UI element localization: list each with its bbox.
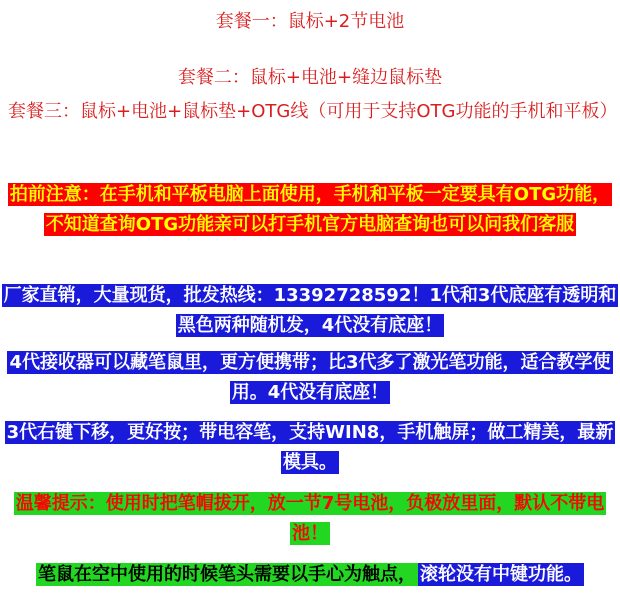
battery-tip-text: 温馨提示：使用时把笔帽拔开，放一节7号电池，负极放里面，默认不带电池！ <box>15 493 605 544</box>
otg-notice-block <box>0 180 620 240</box>
air-usage-text: 笔鼠在空中使用的时候笔头需要以手心为触点， <box>38 564 416 585</box>
package-option-1: 套餐一：鼠标+2节电池 <box>215 11 405 32</box>
package-option-3: 套餐三：鼠标+电池+鼠标垫+OTG线（可用于支持OTG功能的手机和平板） <box>8 101 618 122</box>
factory-sales-text: 厂家直销，大量现货，批发热线：13392728592！1代和3代底座有透明和黑色两种随机发，4代没有底座！ <box>3 285 617 336</box>
usage-tip-block <box>0 560 620 590</box>
battery-tip-block <box>0 489 620 549</box>
gen3-features-block <box>0 418 620 478</box>
package-option-2: 套餐二：鼠标+电池+缝边鼠标垫 <box>177 67 443 88</box>
otg-notice-text: 拍前注意：在手机和平板电脑上面使用，手机和平板一定要具有OTG功能，不知道查询OTG功能亲可以打手机官方电脑查询也可以问我们客服 <box>9 184 611 235</box>
factory-sales-block <box>0 281 620 341</box>
gen4-receiver-block <box>0 348 620 408</box>
gen4-receiver-text: 4代接收器可以藏笔鼠里，更方便携带；比3代多了激光笔功能，适合教学使用。4代没有底座！ <box>9 352 611 403</box>
scroll-wheel-text: 滚轮没有中键功能。 <box>420 564 582 585</box>
gen3-features-text: 3代右键下移，更好按；带电容笔，支持WIN8，手机触屏；做工精美，最新模具。 <box>6 422 614 473</box>
